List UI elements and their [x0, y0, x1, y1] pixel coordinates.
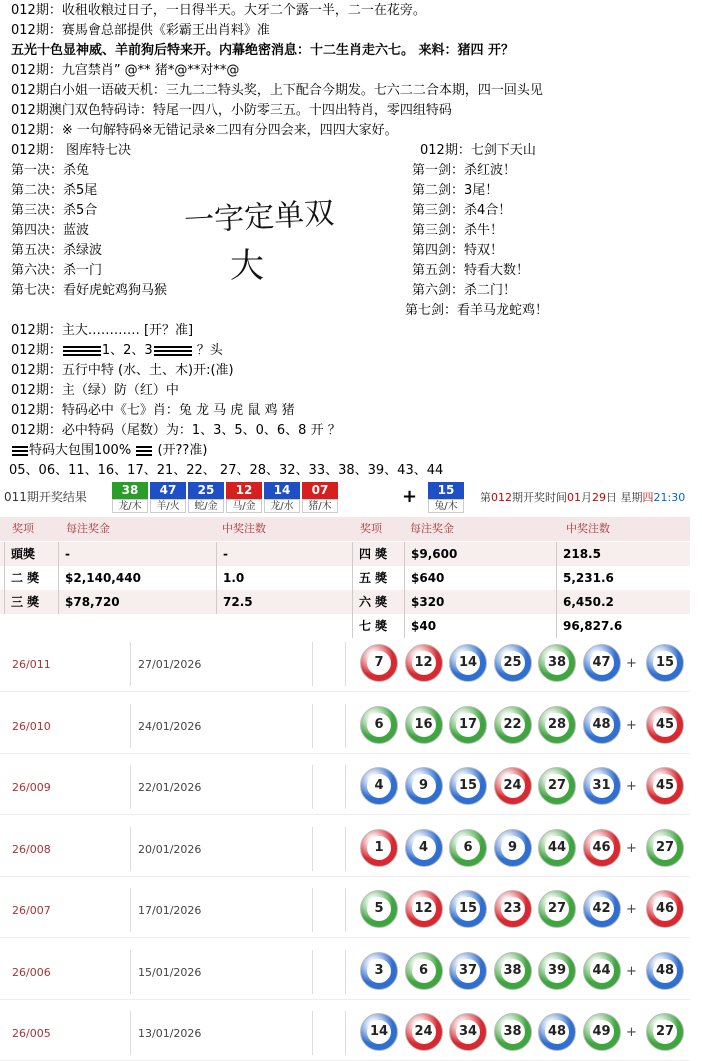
- left-item: 第二决：杀5尾: [11, 183, 98, 198]
- column-divider: [345, 950, 346, 994]
- text-line-1: 012期：收租收粮过日子，一日得半天。大牙二个露一半，二一在花旁。: [11, 3, 426, 18]
- text-line-11: 012期：特码必中《七》肖：兔 龙 马 虎 鼠 鸡 猪: [11, 403, 295, 418]
- ball-number: 27: [653, 836, 677, 860]
- result-number: 38: [112, 482, 148, 499]
- plus-sign: +: [626, 779, 637, 794]
- number-ball: [449, 706, 487, 744]
- prize-table: [0, 517, 690, 637]
- draw-date: 13/01/2026: [138, 1027, 202, 1040]
- right-item: 第五剑：特看大数！: [412, 263, 530, 278]
- number-ball: [646, 1013, 684, 1051]
- ball-number: 45: [653, 713, 677, 737]
- right-item: 第三剑：杀4合！: [412, 203, 512, 218]
- ball-number: 4: [412, 836, 436, 860]
- number-ball: [494, 706, 532, 744]
- number-ball: [405, 706, 443, 744]
- handwritten-headline: 一字定单双: [183, 196, 335, 239]
- right-item: 第七剑：看羊马龙蛇鸡！: [405, 303, 549, 318]
- baowei-text: 特码大包围100%: [29, 443, 132, 458]
- bar-line-suffix: ？头: [192, 343, 223, 358]
- prize-cell: 頭獎: [4, 542, 58, 566]
- bar-line-middle: 1、2、3: [101, 343, 153, 358]
- number-ball: [646, 829, 684, 867]
- ball-number: 49: [590, 1020, 614, 1044]
- number-ball: [538, 829, 576, 867]
- result-number: 25: [188, 482, 224, 499]
- number-ball: [583, 952, 621, 990]
- ball-number: 47: [590, 651, 614, 675]
- ball-number: 12: [412, 897, 436, 921]
- number-ball: [583, 890, 621, 928]
- number-ball: [449, 829, 487, 867]
- ball-number: 38: [501, 959, 525, 983]
- number-ball: [583, 706, 621, 744]
- right-item: 第四剑：特双！: [412, 243, 504, 258]
- number-ball: [583, 644, 621, 682]
- number-ball: [449, 644, 487, 682]
- prize-cell: 五 獎: [352, 566, 404, 590]
- number-ball: [538, 1013, 576, 1051]
- column-divider: [345, 888, 346, 932]
- prize-cell: 218.5: [556, 542, 690, 566]
- ball-number: 1: [367, 836, 391, 860]
- number-ball: [583, 1013, 621, 1051]
- draw-row: [0, 821, 690, 877]
- column-divider: [345, 642, 346, 686]
- number-ball: [538, 767, 576, 805]
- result-ball: [302, 482, 338, 514]
- right-item: 第六剑：杀二门！: [412, 283, 517, 298]
- bars-decoration: [63, 346, 101, 356]
- ball-number: 44: [545, 836, 569, 860]
- draw-issue: 26/011: [12, 658, 51, 671]
- draw-row: [0, 882, 690, 938]
- bar-line: [11, 342, 223, 360]
- result-zodiac: 蛇/金: [188, 499, 224, 513]
- column-divider: [312, 642, 313, 686]
- ball-number: 15: [456, 897, 480, 921]
- ball-number: 38: [545, 651, 569, 675]
- ball-number: 15: [653, 651, 677, 675]
- ball-number: 27: [545, 897, 569, 921]
- column-divider: [130, 765, 131, 809]
- ball-number: 14: [367, 1020, 391, 1044]
- result-special-ball: [428, 482, 464, 514]
- ball-number: 17: [456, 713, 480, 737]
- prize-cell: 72.5: [216, 590, 344, 614]
- number-ball: [360, 706, 398, 744]
- result-number: 14: [264, 482, 300, 499]
- ball-number: 15: [456, 774, 480, 798]
- draw-issue: 26/009: [12, 781, 51, 794]
- number-ball: [405, 952, 443, 990]
- ball-number: 16: [412, 713, 436, 737]
- plus-sign: +: [626, 656, 637, 671]
- ball-number: 44: [590, 959, 614, 983]
- ball-number: 7: [367, 651, 391, 675]
- left-section-title: 012期： 图库特七决: [11, 143, 131, 158]
- ball-number: 39: [545, 959, 569, 983]
- prize-cell: 6,450.2: [556, 590, 690, 614]
- number-ball: [646, 767, 684, 805]
- prize-cell: $320: [404, 590, 556, 614]
- ball-number: 37: [456, 959, 480, 983]
- column-divider: [345, 827, 346, 871]
- column-divider: [312, 888, 313, 932]
- number-ball: [494, 890, 532, 928]
- text-line-9: 012期：五行中特 (水、土、木)开:(准): [11, 363, 234, 378]
- ball-number: 5: [367, 897, 391, 921]
- left-item: 第六决：杀一门: [11, 263, 103, 278]
- bars-decoration: [154, 346, 192, 356]
- column-divider: [312, 950, 313, 994]
- result-zodiac: 羊/火: [150, 499, 186, 513]
- prize-row: [0, 542, 690, 566]
- result-zodiac: 龙/水: [264, 499, 300, 513]
- ball-number: 24: [501, 774, 525, 798]
- column-divider: [312, 704, 313, 748]
- last-result-bar: [0, 482, 702, 516]
- plus-sign: +: [626, 902, 637, 917]
- ball-number: 9: [501, 836, 525, 860]
- prize-cell: 1.0: [216, 566, 344, 590]
- plus-sign: +: [626, 963, 637, 979]
- prize-cell: $40: [404, 614, 556, 638]
- bars-decoration: [12, 446, 28, 456]
- ball-number: 14: [456, 651, 480, 675]
- result-number: 07: [302, 482, 338, 499]
- right-section-title: 012期：七剑下天山: [420, 143, 536, 158]
- prize-row: [0, 590, 690, 614]
- number-ball: [494, 829, 532, 867]
- plus-sign: +: [626, 1025, 637, 1040]
- prize-cell: $2,140,440: [58, 566, 216, 590]
- number-ball: [405, 1013, 443, 1051]
- result-label: 011期开奖结果: [4, 490, 87, 504]
- column-divider: [130, 642, 131, 686]
- text-line-2: 012期：赛馬會总部提供《彩霸王出肖料》准: [11, 23, 270, 38]
- result-ball: [188, 482, 224, 514]
- draw-date: 24/01/2026: [138, 719, 202, 733]
- right-item: 第二剑：3尾！: [412, 183, 499, 198]
- number-ball: [494, 1013, 532, 1051]
- right-item: 第一剑：杀红波！: [412, 163, 517, 178]
- prize-cell: 二 獎: [4, 566, 58, 590]
- column-divider: [312, 765, 313, 809]
- number-ball: [405, 829, 443, 867]
- bars-decoration: [136, 446, 152, 456]
- column-divider: [345, 704, 346, 748]
- result-ball: [112, 482, 148, 514]
- text-line-10: 012期：主（绿）防（红）中: [11, 383, 179, 398]
- draw-issue: 26/005: [12, 1027, 51, 1040]
- prize-header: 奖项 每注奖金 中奖注数 奖项 每注奖金 中奖注数: [0, 517, 690, 541]
- ball-number: 28: [545, 713, 569, 737]
- baowei-end: (开??准): [153, 443, 208, 458]
- column-divider: [130, 827, 131, 871]
- column-divider: [130, 888, 131, 932]
- number-ball: [646, 890, 684, 928]
- draw-issue: 26/008: [12, 842, 51, 856]
- left-item: 第三决：杀5合: [11, 203, 98, 218]
- column-divider: [312, 1011, 313, 1055]
- draw-row: [0, 759, 690, 815]
- result-number: 47: [150, 482, 186, 499]
- ball-number: 42: [590, 897, 614, 921]
- column-divider: [345, 765, 346, 809]
- baowei-line: [11, 442, 207, 460]
- number-ball: [449, 952, 487, 990]
- ball-number: 45: [653, 774, 677, 798]
- number-ball: [405, 890, 443, 928]
- plus-sign: +: [402, 486, 418, 507]
- text-line-12: 012期：必中特码（尾数）为：1、3、5、0、6、8 开 ？: [11, 423, 341, 438]
- draw-issue: 26/010: [12, 719, 51, 733]
- draw-issue: 26/006: [12, 965, 51, 979]
- text-line-7: 012期：※ 一句解特码※无错记录※二四有分四会来，四四大家好。: [11, 123, 398, 138]
- left-item: 第四决：蓝波: [11, 223, 90, 238]
- prize-cell: -: [58, 542, 216, 566]
- ball-number: 9: [412, 774, 436, 798]
- number-ball: [538, 952, 576, 990]
- left-item: 第一决：杀兔: [11, 163, 90, 178]
- ball-number: 46: [590, 836, 614, 860]
- prize-cell: -: [216, 542, 344, 566]
- number-ball: [646, 952, 684, 990]
- result-zodiac: 兔/木: [428, 499, 464, 513]
- number-ball: [538, 890, 576, 928]
- number-ball: [494, 767, 532, 805]
- plus-sign: +: [626, 717, 637, 733]
- draw-row: [0, 944, 690, 1000]
- ball-number: 27: [653, 1020, 677, 1044]
- result-ball: [226, 482, 262, 514]
- ball-number: 23: [501, 897, 525, 921]
- draw-date: 17/01/2026: [138, 904, 202, 917]
- ball-number: 25: [501, 651, 525, 675]
- number-ball: [494, 952, 532, 990]
- ball-number: 6: [367, 713, 391, 737]
- number-ball: [494, 644, 532, 682]
- ball-number: 48: [653, 959, 677, 983]
- ball-number: 4: [367, 774, 391, 798]
- number-ball: [360, 767, 398, 805]
- text-line-8: 012期：主大………… [开？准]: [11, 323, 194, 338]
- column-divider: [130, 704, 131, 748]
- prize-row: [0, 566, 690, 590]
- draw-row: [0, 698, 690, 754]
- ball-number: 27: [545, 774, 569, 798]
- number-ball: [360, 890, 398, 928]
- draw-date: 22/01/2026: [138, 781, 202, 794]
- result-ball: [264, 482, 300, 514]
- prize-row: [0, 614, 690, 638]
- column-divider: [130, 1011, 131, 1055]
- column-divider: [345, 1011, 346, 1055]
- ball-number: 31: [590, 774, 614, 798]
- number-ball: [405, 767, 443, 805]
- number-ball: [360, 952, 398, 990]
- result-zodiac: 马/金: [226, 499, 262, 513]
- prize-cell: 七 獎: [352, 614, 404, 638]
- column-divider: [130, 950, 131, 994]
- number-ball: [646, 706, 684, 744]
- draw-row: [0, 1005, 690, 1061]
- right-item: 第三剑：杀牛！: [412, 223, 504, 238]
- text-line-5: 012期白小姐一语破天机：三九二二特头奖，上下配合今期发。七六二二合本期，四一回头见: [11, 83, 543, 98]
- plus-sign: +: [626, 840, 637, 856]
- result-zodiac: 龙/木: [112, 499, 148, 513]
- prize-cell: 四 獎: [352, 542, 404, 566]
- left-item: 第五决：杀绿波: [11, 243, 103, 258]
- prize-cell: 96,827.6: [556, 614, 690, 638]
- number-ball: [449, 767, 487, 805]
- result-zodiac: 猪/木: [302, 499, 338, 513]
- number-ball: [405, 644, 443, 682]
- handwritten-big: 大: [230, 246, 264, 286]
- result-number: 12: [226, 482, 262, 499]
- draw-date: 20/01/2026: [138, 842, 202, 856]
- number-ball: [646, 644, 684, 682]
- ball-number: 38: [501, 1020, 525, 1044]
- prize-cell: 三 獎: [4, 590, 58, 614]
- ball-number: 48: [545, 1020, 569, 1044]
- number-ball: [360, 644, 398, 682]
- prize-cell: $9,600: [404, 542, 556, 566]
- text-line-6: 012期澳门双色特码诗：特尾一四八，小防零三五。十四出特肖，零四组特码: [11, 103, 452, 118]
- draw-issue: 26/007: [12, 904, 51, 917]
- ball-number: 24: [412, 1020, 436, 1044]
- next-draw-info: 第012期开奖时间01月29日 星期四21:30: [480, 491, 686, 504]
- ball-number: 34: [456, 1020, 480, 1044]
- draw-date: 27/01/2026: [138, 658, 202, 671]
- number-ball: [360, 829, 398, 867]
- number-ball: [538, 706, 576, 744]
- number-ball: [449, 1013, 487, 1051]
- prize-cell: 5,231.6: [556, 566, 690, 590]
- result-ball: [150, 482, 186, 514]
- number-ball: [538, 644, 576, 682]
- number-ball: [583, 767, 621, 805]
- bar-line-prefix: 012期：: [11, 343, 62, 358]
- draw-row: [0, 636, 690, 692]
- ball-number: 6: [456, 836, 480, 860]
- prize-cell: 六 獎: [352, 590, 404, 614]
- ball-number: 3: [367, 959, 391, 983]
- numbers-line: 05、06、11、16、17、21、22、 27、28、32、33、38、39、43、44: [9, 463, 444, 478]
- result-number: 15: [428, 482, 464, 499]
- text-line-3: 五光十色显神威、羊前狗后特来开。内幕绝密消息：十二生肖走六七。 来料：猪四 开？: [11, 43, 515, 58]
- text-line-4: 012期：九宫禁肖” @** 猪*@**对**@: [11, 63, 240, 78]
- ball-number: 12: [412, 651, 436, 675]
- number-ball: [360, 1013, 398, 1051]
- number-ball: [449, 890, 487, 928]
- column-divider: [312, 827, 313, 871]
- prize-cell: $640: [404, 566, 556, 590]
- number-ball: [583, 829, 621, 867]
- ball-number: 46: [653, 897, 677, 921]
- draw-date: 15/01/2026: [138, 965, 202, 979]
- ball-number: 22: [501, 713, 525, 737]
- prize-cell: $78,720: [58, 590, 216, 614]
- ball-number: 48: [590, 713, 614, 737]
- left-item: 第七决：看好虎蛇鸡狗马猴: [11, 283, 168, 298]
- ball-number: 6: [412, 959, 436, 983]
